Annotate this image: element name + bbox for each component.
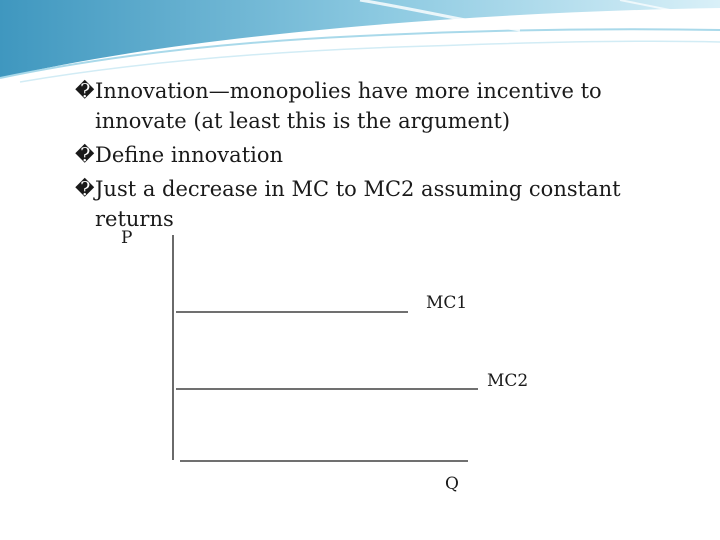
y-axis-label: P [121,228,133,248]
bullet-marker-icon: � [75,80,95,102]
bullet-item-mc-decrease [75,174,635,234]
bullet-list [75,76,635,238]
bullet-text: Innovation—monopolies have more incentive to innovate (at least this is the argument) [95,79,602,133]
bullet-text: Just a decrease in MC to MC2 assuming constant returns [95,177,621,231]
bullet-item-innovation [75,76,635,136]
bullet-text: Define innovation [95,143,284,167]
mc2-label: MC2 [487,371,529,391]
mc1-label: MC1 [426,293,468,313]
bullet-marker-icon: � [75,144,95,166]
bullet-marker-icon: � [75,178,95,200]
bullet-item-define [75,140,635,170]
x-axis-label: Q [445,474,459,494]
